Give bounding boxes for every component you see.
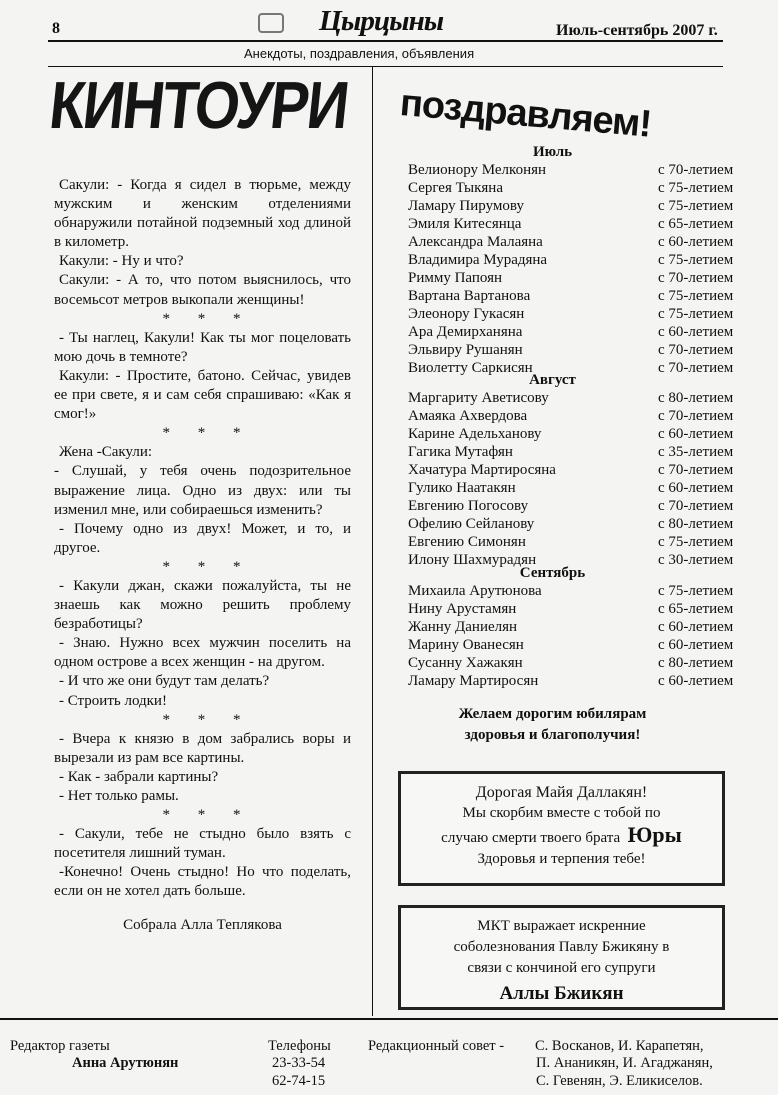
birthday-row: [408, 324, 738, 342]
person-name: Евгению Симонян: [408, 534, 526, 550]
birthday-row: [408, 637, 738, 655]
joke-paragraph: - Какули джан, скажи пожалуйста, ты не знаешь как можно решить проблему безработицы?: [54, 577, 351, 633]
person-name: Эмиля Китесянца: [408, 216, 522, 232]
anniversary: с 75-летием: [658, 306, 734, 322]
box-line: [401, 824, 722, 849]
joke-paragraph: Сакули: - А то, что потом выяснилось, что восемьсот метров выкопали женщины!: [54, 272, 351, 308]
person-name: Ламару Мартиросян: [408, 673, 539, 689]
anniversary: с 70-летием: [658, 462, 734, 478]
person-name: Илону Шахмурадян: [408, 552, 537, 568]
birthday-row: [408, 673, 738, 691]
birthday-row: [408, 516, 738, 534]
joke-paragraph: -Конечно! Очень стыдно! Но что поделать, если он не хотел дать больше.: [54, 864, 351, 900]
month-heading: Июль: [532, 144, 573, 160]
joke-paragraph: Сакули: - Когда я сидел в тюрьме, между мужским и женским отделениями обнаружили потайной подземный ход длиной в километр.: [54, 177, 351, 251]
footer-rule: [0, 1018, 778, 1020]
page-number: 8: [52, 20, 60, 37]
birthday-row: [408, 408, 738, 426]
anniversary: с 75-летием: [658, 534, 734, 550]
birthday-row: [408, 619, 738, 637]
birthday-row: [408, 655, 738, 673]
person-name: Офелию Сейланову: [408, 516, 535, 532]
anniversary: с 75-летием: [658, 252, 734, 268]
birthday-row: [408, 162, 738, 180]
council-members: С. Восканов, И. Карапетян,: [535, 1038, 704, 1054]
joke-paragraph: - Вчера к князю в дом забрались воры и вырезали из рам все картины.: [54, 730, 351, 766]
person-name: Карине Адельханову: [408, 426, 542, 442]
anniversary: с 65-летием: [658, 216, 734, 232]
joke-separator: * * *: [162, 558, 253, 575]
joke-separator: * * *: [162, 310, 253, 327]
person-name: Михаила Арутюнова: [408, 583, 542, 599]
condolence-box-dallakyan: [398, 771, 725, 886]
wish-text: [380, 704, 725, 746]
birthday-row: [408, 216, 738, 234]
joke-separator: * * *: [162, 425, 253, 442]
person-name: Маргариту Аветисову: [408, 390, 549, 406]
joke-paragraph: - Как - забрали картины?: [59, 768, 219, 785]
box-line: Здоровья и терпения тебе!: [477, 851, 646, 867]
joke-paragraph: - Слушай, у тебя очень подозрительное выражение лица. Одно из двух: или ты изменил мне, или собираешься изменить?: [54, 463, 351, 518]
anniversary: с 60-летием: [658, 480, 734, 496]
birthday-row: [408, 390, 738, 408]
anniversary: с 30-летием: [658, 552, 734, 568]
anniversary: с 35-летием: [658, 444, 734, 460]
council-members: С. Гевенян, Э. Еликиселов.: [536, 1073, 703, 1089]
editor-name: Анна Арутюнян: [72, 1055, 179, 1071]
person-name: Евгению Погосову: [408, 498, 529, 514]
birthday-row: [408, 426, 738, 444]
issue-date: Июль-сентябрь 2007 г.: [556, 22, 718, 39]
jokes-column: [54, 176, 351, 935]
council-label: Редакционный совет -: [368, 1038, 505, 1054]
joke-paragraph: Жена -Сакули:: [59, 444, 153, 461]
section-title: Анекдоты, поздравления, объявления: [244, 46, 475, 61]
masthead: Цырцыны: [319, 6, 444, 37]
birthday-row: [408, 480, 738, 498]
person-name: Сусанну Хажакян: [408, 655, 523, 671]
editor-label: Редактор газеты: [10, 1038, 110, 1054]
anniversary: с 70-летием: [658, 498, 734, 514]
birthday-row: [408, 444, 738, 462]
person-name: Хачатура Мартиросяна: [408, 462, 556, 478]
joke-paragraph: Какули: - Простите, батоно. Сейчас, увидев ее при свете, я и сам себя спрашиваю: «Как я смог!»: [54, 367, 351, 423]
person-name: Ламару Пирумову: [408, 198, 524, 214]
joke-signature: Собрала Алла Теплякова: [123, 916, 282, 933]
person-name: Виолетту Саркисян: [408, 360, 533, 376]
anniversary: с 75-летием: [658, 198, 734, 214]
anniversary: с 75-летием: [658, 180, 734, 196]
person-name: Нину Арустамян: [408, 601, 517, 617]
anniversary: с 60-летием: [658, 324, 734, 340]
birthday-row: [408, 498, 738, 516]
anniversary: с 60-летием: [658, 673, 734, 689]
person-name: Вартана Вартанова: [408, 288, 531, 304]
congrats-heading: поздравляем!: [398, 82, 653, 146]
logo-icon: [258, 13, 284, 33]
anniversary: с 65-летием: [658, 601, 734, 617]
anniversary: с 70-летием: [658, 408, 734, 424]
birthday-row: [408, 462, 738, 480]
anniversary: с 60-летием: [658, 619, 734, 635]
person-name: Элеонору Гукасян: [408, 306, 525, 322]
person-name: Ара Демирханяна: [408, 324, 523, 340]
birthday-row: [408, 180, 738, 198]
box-name: Аллы Бжикян: [499, 983, 624, 1004]
phone-number: 62-74-15: [272, 1073, 326, 1089]
joke-paragraph: - Почему одно из двух! Может, и то, и другое.: [54, 520, 351, 556]
joke-paragraph: - Знаю. Нужно всех мужчин поселить на одном острове а всех женщин - на другом.: [54, 635, 351, 671]
anniversary: с 70-летием: [658, 270, 734, 286]
condolence-box-bzhikyan: [398, 905, 725, 1010]
person-name: Гулико Наатакян: [408, 480, 516, 496]
person-name: Велионору Мелконян: [408, 162, 547, 178]
anniversary: с 75-летием: [658, 288, 734, 304]
phones-label: Телефоны: [268, 1038, 331, 1054]
birthday-row: [408, 234, 738, 252]
birthday-row: [408, 198, 738, 216]
person-name: Эльвиру Рушанян: [408, 342, 523, 358]
anniversary: с 80-летием: [658, 516, 734, 532]
jokes-heading: КИНТОУРИ: [46, 68, 352, 143]
joke-paragraph: - И что же они будут там делать?: [59, 673, 270, 690]
joke-paragraph: - Сакули, тебе не стыдно было взять с посетителя лишний туман.: [54, 826, 351, 862]
month-heading: Август: [529, 372, 576, 388]
anniversary: с 60-летием: [658, 637, 734, 653]
person-name: Амаяка Ахвердова: [408, 408, 528, 424]
person-name: Римму Папоян: [408, 270, 503, 286]
anniversary: с 75-летием: [658, 583, 734, 599]
birthday-row: [408, 306, 738, 324]
anniversary: с 80-летием: [658, 390, 734, 406]
person-name: Марину Ованесян: [408, 637, 524, 653]
box-text: случаю смерти твоего брата: [441, 830, 621, 846]
anniversary: с 60-летием: [658, 234, 734, 250]
birthday-row: [408, 252, 738, 270]
header-rule: [48, 40, 723, 42]
joke-paragraph: - Строить лодки!: [59, 692, 167, 709]
box-line: Мы скорбим вместе с тобой по: [462, 805, 661, 821]
person-name: Жанну Даниелян: [408, 619, 518, 635]
anniversary: с 70-летием: [658, 162, 734, 178]
anniversary: с 70-летием: [658, 360, 734, 376]
wish-line: здоровья и благополучия!: [464, 727, 641, 743]
box-line: Дорогая Майя Даллакян!: [475, 784, 648, 801]
anniversary: с 60-летием: [658, 426, 734, 442]
person-name: Сергея Тыкяна: [408, 180, 503, 196]
box-line: МКТ выражает искренние: [477, 918, 646, 934]
council-members: П. Ананикян, И. Агаджанян,: [536, 1055, 713, 1071]
box-line: связи с кончиной его супруги: [467, 960, 656, 976]
joke-separator: * * *: [162, 711, 253, 728]
month-heading: Сентябрь: [519, 565, 586, 581]
birthday-row: [408, 601, 738, 619]
anniversary: с 70-летием: [658, 342, 734, 358]
phone-number: 23-33-54: [272, 1055, 326, 1071]
person-name: Александра Малаяна: [408, 234, 543, 250]
joke-paragraph: Какули: - Ну и что?: [59, 253, 184, 270]
box-name: Юры: [627, 822, 682, 847]
birthday-row: [408, 270, 738, 288]
birthday-row: [408, 288, 738, 306]
column-divider: [372, 66, 373, 1016]
birthday-row: [408, 583, 738, 601]
person-name: Гагика Мутафян: [408, 444, 513, 460]
joke-paragraph: - Нет только рамы.: [59, 788, 179, 804]
birthday-row: [408, 342, 738, 360]
birthday-row: [408, 534, 738, 552]
anniversary: с 80-летием: [658, 655, 734, 671]
wish-line: Желаем дорогим юбилярам: [458, 706, 647, 722]
person-name: Владимира Мурадяна: [408, 252, 548, 268]
joke-paragraph: - Ты наглец, Какули! Как ты мог поцеловать мою дочь в темноте?: [54, 329, 351, 365]
joke-separator: * * *: [162, 807, 253, 824]
box-line: соболезнования Павлу Бжикяну в: [453, 939, 670, 955]
